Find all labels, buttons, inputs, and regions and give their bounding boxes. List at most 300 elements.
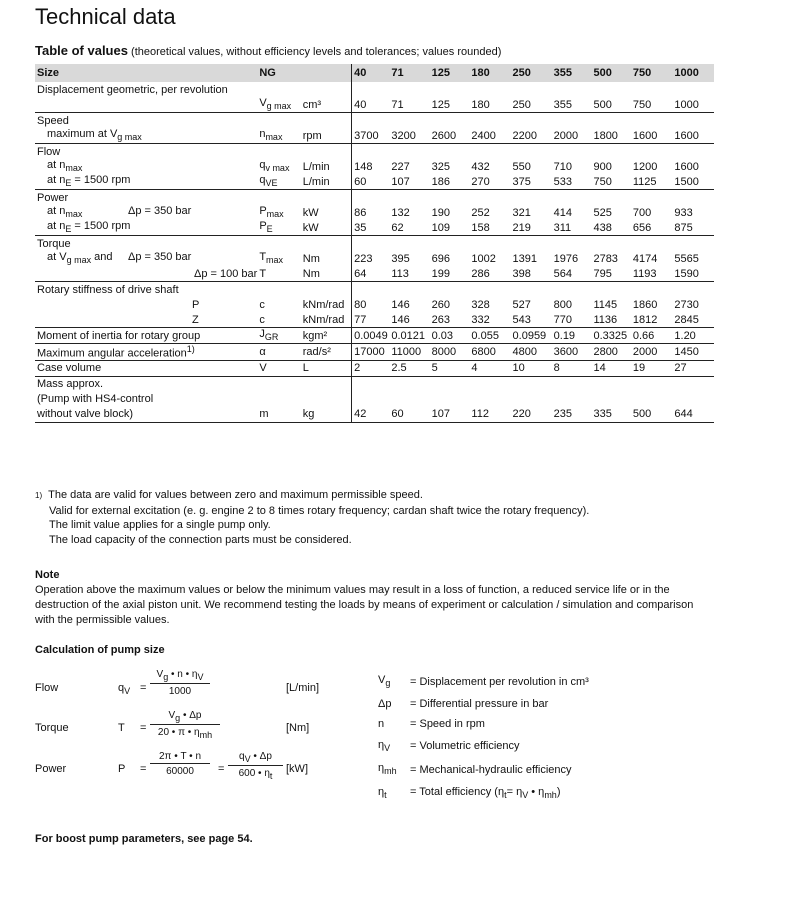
- row-value: [430, 113, 470, 129]
- row-condition: Δp = 100 bar: [194, 267, 258, 280]
- row-value: 148: [352, 159, 390, 174]
- equals-sign: =: [140, 763, 147, 775]
- row-unit: Nm: [302, 252, 320, 265]
- row-value: 2: [352, 360, 390, 376]
- row-value: [631, 113, 673, 129]
- symbol-legend: [378, 670, 593, 806]
- row-value: [430, 144, 470, 160]
- row-value: 750: [593, 175, 612, 188]
- row-symbol: $n_{max}$: [259, 128, 283, 143]
- row-value: 252: [471, 206, 490, 219]
- row-unit: kg: [301, 407, 352, 423]
- footnote-line: Valid for external excitation (e. g. engine 2 to 8 times rotary frequency; cardan shaft twice the rotary frequency).: [49, 504, 590, 517]
- row-value: 109: [431, 221, 450, 234]
- header-size-value: 750: [631, 64, 673, 82]
- row-unit: [301, 282, 352, 298]
- row-value: [672, 392, 714, 407]
- row-label: [35, 312, 257, 328]
- row-value: 107: [391, 175, 410, 188]
- row-value: 395: [391, 252, 410, 265]
- row-value: 0.03: [430, 328, 470, 344]
- row-label: at $n_E = 1500$ rpm: [47, 220, 131, 235]
- row-value: 186: [431, 175, 450, 188]
- table-row: [35, 113, 714, 129]
- table-row: [35, 220, 714, 236]
- row-unit: L/min: [302, 175, 330, 188]
- row-value: [389, 236, 429, 252]
- table-row: [35, 297, 714, 312]
- row-value: [631, 190, 673, 206]
- row-value: [591, 392, 630, 407]
- flow-fraction: $\frac{V_g • n • \eta_V}{1000}$: [150, 669, 210, 697]
- row-value: 710: [553, 160, 572, 173]
- row-value: 146: [391, 313, 410, 326]
- row-value: 335: [591, 407, 630, 423]
- table-row: [35, 236, 714, 252]
- table-row: [35, 97, 714, 113]
- row-value: 1145: [593, 298, 618, 311]
- row-value: 219: [512, 221, 531, 234]
- row-value: 525: [593, 206, 612, 219]
- row-value: [631, 144, 673, 160]
- row-label: Torque: [35, 236, 257, 252]
- row-value: [352, 190, 390, 206]
- row-value: 220: [511, 407, 552, 423]
- row-value: [469, 236, 510, 252]
- table-header-row: [35, 64, 714, 82]
- row-unit: kgm²: [301, 328, 352, 344]
- row-value: [672, 236, 714, 252]
- boost-pump-note: For boost pump parameters, see page 54.: [35, 833, 253, 845]
- row-unit: rad/s²: [301, 344, 352, 361]
- row-value: 40: [352, 97, 390, 113]
- row-value: [469, 82, 510, 97]
- row-value: [389, 82, 429, 97]
- row-value: 696: [431, 252, 450, 265]
- row-label: Moment of inertia for rotary group: [35, 328, 257, 344]
- note-text: Operation above the maximum values or below the minimum values may result in a loss of function, a reduced service life or in the destruction of the axial piston unit. We recommend testing the loads by means of experiment or calculation / simulation and comparison with the permissible values.: [35, 584, 694, 626]
- row-label: at $n_{max}$ Δp = 350 bar: [47, 205, 192, 220]
- header-size-value: 250: [511, 64, 552, 82]
- row-value: 0.0049: [352, 328, 390, 344]
- row-value: [552, 190, 592, 206]
- row-condition: Z: [192, 313, 199, 326]
- row-value: 1600: [674, 129, 699, 142]
- row-value: 35: [352, 220, 390, 236]
- row-value: 199: [431, 267, 450, 280]
- row-unit: kNm/rad: [302, 313, 345, 326]
- row-value: 2200: [512, 129, 538, 142]
- row-value: 263: [431, 313, 450, 326]
- row-value: 0.055: [469, 328, 510, 344]
- row-value: 1.20: [672, 328, 714, 344]
- header-size-value: 355: [552, 64, 592, 82]
- table-row: [35, 144, 714, 160]
- row-unit: [301, 376, 352, 392]
- row-label: (Pump with HS4-control: [37, 393, 154, 406]
- row-value: 77: [352, 312, 390, 328]
- row-symbol: $J_{GR}$: [257, 328, 300, 344]
- row-value: [591, 144, 630, 160]
- row-symbol: [257, 113, 300, 129]
- row-value: 190: [431, 206, 450, 219]
- row-value: 398: [512, 267, 531, 280]
- header-size-value: 40: [352, 64, 390, 82]
- row-value: 8000: [430, 344, 470, 361]
- row-value: 2000: [553, 129, 579, 142]
- row-value: [552, 82, 592, 97]
- row-value: 328: [471, 298, 490, 311]
- row-value: 1002: [471, 252, 496, 265]
- row-value: [511, 113, 552, 129]
- row-value: 1136: [593, 313, 618, 326]
- table-caption-rest: (theoretical values, without efficiency levels and tolerances; values rounded): [131, 46, 502, 58]
- row-value: 4: [469, 360, 510, 376]
- row-value: 2400: [471, 129, 496, 142]
- table-row: [35, 282, 714, 298]
- torque-label: Torque: [35, 722, 69, 734]
- row-value: 1450: [672, 344, 714, 361]
- row-value: 270: [471, 175, 490, 188]
- row-value: 10: [511, 360, 552, 376]
- header-ng: NG: [257, 64, 351, 82]
- row-value: 14: [591, 360, 630, 376]
- row-value: [631, 392, 673, 407]
- row-value: 235: [552, 407, 592, 423]
- footnote: [35, 488, 589, 547]
- row-value: 1391: [512, 252, 538, 265]
- table-caption-bold: Table of values: [35, 43, 128, 58]
- row-value: [352, 392, 390, 407]
- row-value: [591, 190, 630, 206]
- row-value: [511, 376, 552, 392]
- row-value: 132: [391, 206, 410, 219]
- row-symbol: V: [257, 360, 300, 376]
- row-value: 1590: [674, 267, 699, 280]
- row-value: [511, 82, 552, 97]
- row-value: [631, 82, 673, 97]
- row-symbol: α: [257, 344, 300, 361]
- row-label: at $n_E = 1500$ rpm: [47, 174, 131, 189]
- row-value: 107: [430, 407, 470, 423]
- row-value: 4800: [511, 344, 552, 361]
- row-value: [430, 376, 470, 392]
- torque-fraction: $V_g$ • Δp 20 • π • $\eta_{mh}$: [150, 710, 220, 740]
- row-value: 4174: [632, 252, 658, 265]
- row-value: 3700: [352, 128, 390, 144]
- row-symbol: $q_{VE}$: [259, 174, 278, 189]
- table-row: [35, 392, 714, 407]
- row-value: 2845: [674, 313, 699, 326]
- row-value: 3200: [391, 129, 416, 142]
- row-value: [511, 236, 552, 252]
- row-value: 414: [553, 206, 572, 219]
- row-label: at $n_{max}$: [47, 159, 83, 174]
- row-value: 700: [632, 206, 652, 219]
- row-value: [591, 376, 630, 392]
- row-unit: [301, 82, 352, 97]
- calc-heading: Calculation of pump size: [35, 644, 165, 656]
- row-value: [469, 392, 510, 407]
- row-value: 325: [431, 160, 450, 173]
- row-value: [430, 392, 470, 407]
- row-value: 900: [593, 160, 612, 173]
- legend-row: n = Speed in rpm: [378, 718, 485, 731]
- row-value: [389, 113, 429, 129]
- row-value: 321: [512, 206, 531, 219]
- table-row: [35, 360, 714, 376]
- row-value: [469, 282, 510, 298]
- row-value: [389, 144, 429, 160]
- row-value: [352, 82, 390, 97]
- row-value: 550: [512, 160, 531, 173]
- row-value: 60: [352, 174, 390, 190]
- row-value: 1800: [593, 129, 618, 142]
- row-value: [352, 113, 390, 129]
- row-symbol: [257, 82, 300, 97]
- row-symbol: $T_{max}$: [259, 251, 284, 266]
- note-heading: Note: [35, 569, 60, 581]
- row-value: 875: [674, 221, 693, 234]
- row-value: [430, 190, 470, 206]
- row-symbol: [257, 376, 300, 392]
- row-symbol: [257, 236, 300, 252]
- table-row: [35, 190, 714, 206]
- power-symbol: P: [118, 763, 126, 775]
- row-symbol: $q_{v max}$: [259, 159, 290, 174]
- row-value: 1500: [674, 175, 699, 188]
- row-value: 62: [391, 221, 404, 234]
- row-value: 750: [632, 98, 652, 111]
- row-value: 355: [553, 98, 572, 111]
- row-value: 60: [389, 407, 429, 423]
- power-unit: [kW]: [286, 763, 308, 775]
- row-unit: L/min: [302, 160, 330, 173]
- row-unit: [301, 144, 352, 160]
- row-value: 800: [553, 298, 572, 311]
- row-value: [631, 236, 673, 252]
- row-value: 432: [471, 160, 490, 173]
- row-unit: [301, 236, 352, 252]
- row-label: [35, 97, 257, 113]
- row-value: [511, 392, 552, 407]
- row-unit: kW: [302, 206, 319, 219]
- row-value: [591, 82, 630, 97]
- row-value: 223: [352, 251, 390, 266]
- table-row: [35, 266, 714, 282]
- row-condition: P: [192, 298, 200, 311]
- row-value: 644: [672, 407, 714, 423]
- row-value: [469, 376, 510, 392]
- row-value: 656: [632, 221, 652, 234]
- row-value: 250: [512, 98, 531, 111]
- row-value: 795: [593, 267, 612, 280]
- row-label: [35, 297, 257, 312]
- row-value: [552, 376, 592, 392]
- legend-row: $\eta_t$ = Total efficiency ($\eta_t= \eta_V$ • $\eta_{mh}$): [378, 786, 561, 801]
- row-value: [552, 282, 592, 298]
- row-unit: kNm/rad: [302, 298, 345, 311]
- header-size-value: 1000: [672, 64, 714, 82]
- row-value: 332: [471, 313, 490, 326]
- table-row: [35, 344, 714, 361]
- row-value: [672, 190, 714, 206]
- row-value: [352, 144, 390, 160]
- row-symbol: c: [259, 313, 265, 326]
- row-value: 2730: [674, 298, 699, 311]
- row-value: [389, 376, 429, 392]
- row-value: 1193: [632, 267, 657, 280]
- row-value: 0.3325: [591, 328, 630, 344]
- row-value: [511, 190, 552, 206]
- row-value: 113: [391, 267, 409, 280]
- row-value: 500: [631, 407, 673, 423]
- equals-sign: =: [140, 682, 147, 694]
- row-unit: [301, 392, 352, 407]
- header-size-value: 500: [591, 64, 630, 82]
- equals-sign: =: [140, 722, 147, 734]
- row-value: 1200: [632, 160, 658, 173]
- row-value: [511, 282, 552, 298]
- row-symbol: [257, 392, 300, 407]
- row-value: 311: [553, 221, 572, 234]
- row-value: 42: [352, 407, 390, 423]
- row-unit: L: [301, 360, 352, 376]
- legend-row: $V_g$ = Displacement per revolution in cm³: [378, 674, 589, 689]
- row-label: at $V_{g max}$ and Δp = 350 bar: [47, 251, 192, 266]
- row-value: 1600: [632, 129, 658, 142]
- table-row: [35, 312, 714, 328]
- row-unit: cm³: [302, 98, 322, 111]
- row-value: [552, 144, 592, 160]
- row-symbol: $P_E$: [259, 220, 273, 235]
- footnote-line: The data are valid for values between zero and maximum permissible speed.: [48, 489, 423, 501]
- row-value: [672, 144, 714, 160]
- row-value: 2.5: [389, 360, 429, 376]
- row-label: Mass approx.: [35, 376, 257, 392]
- row-value: [631, 282, 673, 298]
- page-title: Technical data: [35, 4, 176, 29]
- row-value: 180: [471, 98, 490, 111]
- row-value: 6800: [469, 344, 510, 361]
- footnote-marker: 1): [35, 491, 43, 500]
- row-value: [430, 236, 470, 252]
- row-value: 0.0121: [389, 328, 429, 344]
- row-value: [469, 144, 510, 160]
- torque-symbol: T: [118, 722, 125, 734]
- row-unit: [301, 113, 352, 129]
- row-label: Maximum angular acceleration$^{1)}$: [35, 344, 257, 361]
- table-row: [35, 251, 714, 266]
- row-label: Flow: [35, 144, 257, 160]
- row-value: 438: [593, 221, 612, 234]
- row-value: 1812: [632, 313, 658, 326]
- header-size-value: 71: [389, 64, 429, 82]
- row-value: [631, 376, 673, 392]
- equals-sign: =: [218, 763, 225, 775]
- footnote-line: The load capacity of the connection parts must be considered.: [49, 533, 352, 546]
- row-label: Power: [35, 190, 257, 206]
- row-symbol: m: [257, 407, 300, 423]
- row-value: 71: [391, 98, 404, 111]
- row-label: Case volume: [35, 360, 257, 376]
- legend-row: $\eta_{mh}$ = Mechanical-hydraulic efficiency: [378, 762, 572, 777]
- values-table: [35, 64, 714, 423]
- row-value: 227: [391, 160, 410, 173]
- row-value: 2600: [431, 129, 457, 142]
- row-condition: Δp = 350 bar: [128, 251, 192, 264]
- row-unit: rpm: [302, 129, 322, 142]
- row-value: [430, 82, 470, 97]
- row-value: 64: [352, 266, 390, 282]
- table-row: [35, 328, 714, 344]
- row-value: 5: [430, 360, 470, 376]
- row-symbol: [257, 190, 300, 206]
- header-size-value: 180: [469, 64, 510, 82]
- row-value: 5565: [674, 252, 699, 265]
- row-value: [672, 282, 714, 298]
- row-value: 0.19: [552, 328, 592, 344]
- row-value: [430, 282, 470, 298]
- row-value: [352, 236, 390, 252]
- row-value: 0.0959: [511, 328, 552, 344]
- row-value: 564: [553, 267, 572, 280]
- row-value: 19: [631, 360, 673, 376]
- table-row: [35, 128, 714, 144]
- row-value: [389, 282, 429, 298]
- row-value: [552, 392, 592, 407]
- row-value: 80: [352, 297, 390, 312]
- row-label: maximum at $V_{g max}$: [47, 128, 142, 143]
- legend-row: $\eta_V$ = Volumetric efficiency: [378, 738, 520, 753]
- row-value: 533: [553, 175, 572, 188]
- table-row: [35, 205, 714, 220]
- row-value: [352, 282, 390, 298]
- row-value: 17000: [352, 344, 390, 361]
- row-label: without valve block): [35, 407, 257, 423]
- row-unit: kW: [302, 221, 319, 234]
- row-value: [511, 144, 552, 160]
- legend-row: Δp = Differential pressure in bar: [378, 697, 549, 710]
- table-row: [35, 159, 714, 174]
- row-value: [469, 190, 510, 206]
- row-value: 2800: [591, 344, 630, 361]
- torque-unit: [Nm]: [286, 722, 310, 734]
- power-fraction-1: $\frac{2\pi • T • n}{60000}$: [150, 751, 210, 777]
- row-value: 11000: [389, 344, 429, 361]
- row-value: 112: [469, 407, 510, 423]
- row-value: [591, 236, 630, 252]
- row-value: 286: [471, 267, 490, 280]
- row-label: [35, 266, 257, 282]
- row-value: 2783: [593, 252, 618, 265]
- power-fraction-2: $\frac{q_V • \Delta p}{600 • \eta_t}$: [228, 751, 283, 781]
- row-value: 770: [553, 313, 572, 326]
- row-condition: Δp = 350 bar: [128, 205, 192, 218]
- row-value: [389, 190, 429, 206]
- row-value: 86: [352, 205, 390, 220]
- row-value: 27: [672, 360, 714, 376]
- row-value: [672, 376, 714, 392]
- header-size-value: 125: [430, 64, 470, 82]
- row-value: 3600: [552, 344, 592, 361]
- row-value: 500: [593, 98, 612, 111]
- row-value: 1000: [674, 98, 699, 111]
- row-symbol: T: [259, 267, 267, 280]
- power-label: Power: [35, 763, 67, 775]
- row-symbol: $P_{max}$: [259, 205, 284, 220]
- row-value: [591, 282, 630, 298]
